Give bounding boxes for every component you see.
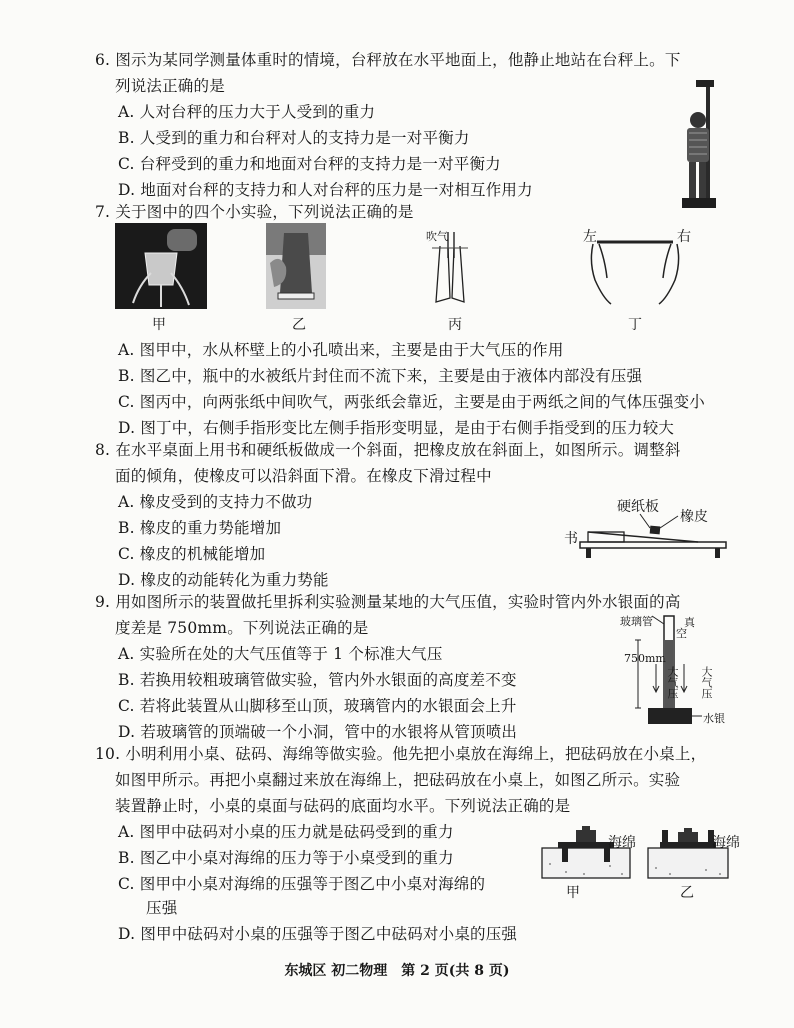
q10-option-c-cont: 压强 (146, 899, 178, 917)
q7-stem: 7. 关于图中的四个小实验，下列说法正确的是 (95, 203, 414, 221)
q6-option-c: C. 台秤受到的重力和地面对台秤的支持力是一对平衡力 (118, 155, 501, 173)
q10-stem-line3: 装置静止时，小桌的桌面与砝码的底面均水平。下列说法正确的是 (115, 797, 571, 815)
fig-caption-yi: 乙 (292, 317, 306, 333)
q6-option-a: A. 人对台秤的压力大于人受到的重力 (118, 103, 376, 121)
q9-option-d: D. 若玻璃管的顶端破一个小洞，管中的水银将从管顶喷出 (118, 723, 518, 741)
q9-option-b: B. 若换用较粗玻璃管做实验，管内外水银面的高度差不变 (118, 671, 517, 689)
blow-label: 吹气 (426, 230, 448, 243)
q9-option-c: C. 若将此装置从山脚移至山顶，玻璃管内的水银面会上升 (118, 697, 517, 715)
q10-option-c: C. 图甲中小桌对海绵的压强等于图乙中小桌对海绵的 (118, 875, 486, 893)
q6-option-b: B. 人受到的重力和台秤对人的支持力是一对平衡力 (118, 129, 470, 147)
q10-stem-line2: 如图甲所示。再把小桌翻过来放在海绵上，把砝码放在小桌上，如图乙所示。实验 (115, 771, 681, 789)
q9-option-a: A. 实验所在处的大气压值等于 1 个标准大气压 (118, 645, 443, 663)
label-sponge-b: 海绵 (712, 835, 740, 851)
label-atm-inner: 大气压 (666, 666, 679, 699)
label-book: 书 (564, 531, 578, 547)
q10-option-a: A. 图甲中砝码对小桌的压力就是砝码受到的重力 (118, 823, 454, 841)
q7-option-a: A. 图甲中，水从杯壁上的小孔喷出来，主要是由于大气压的作用 (118, 341, 564, 359)
q8-option-c: C. 橡皮的机械能增加 (118, 545, 266, 563)
q8-option-a: A. 橡皮受到的支持力不做功 (118, 493, 313, 511)
label-cardboard: 硬纸板 (617, 499, 659, 515)
left-label: 左 (583, 229, 597, 245)
label-vacuum-1: 真 (684, 616, 695, 629)
label-mercury: 水银 (703, 712, 725, 725)
right-label: 右 (677, 229, 691, 245)
q10-stem-line1: 10. 小明利用小桌、砝码、海绵等做实验。他先把小桌放在海绵上，把砝码放在小桌上， (95, 745, 707, 763)
page-footer: 东城区 初二物理 第 2 页(共 8 页) (284, 963, 510, 979)
fig-caption-bing: 丙 (448, 317, 462, 333)
label-vacuum-2: 空 (676, 627, 687, 640)
fig-caption-jia: 甲 (152, 317, 166, 333)
cup-water-jets-photo (115, 223, 207, 309)
q9-stem-line1: 9. 用如图所示的装置做托里拆利实验测量某地的大气压值，实验时管内外水银面的高 (95, 593, 681, 611)
q6-option-d: D. 地面对台秤的支持力和人对台秤的压力是一对相互作用力 (118, 181, 533, 199)
q8-option-b: B. 橡皮的重力势能增加 (118, 519, 282, 537)
bottle-paper-photo (266, 223, 326, 309)
fig-caption-ding: 丁 (628, 317, 642, 333)
q9-stem-line2: 度差是 750mm。下列说法正确的是 (115, 619, 369, 637)
weighing-person-figure (676, 78, 728, 216)
q7-option-c: C. 图丙中，向两张纸中间吹气，两张纸会靠近，主要是由于两纸之间的气体压强变小 (118, 393, 705, 411)
q8-option-d: D. 橡皮的动能转化为重力势能 (118, 571, 329, 589)
pencil-fingers-figure (585, 238, 685, 308)
label-750mm: 750mm (624, 652, 666, 665)
q7-option-b: B. 图乙中，瓶中的水被纸片封住而不流下来，主要是由于液体内部没有压强 (118, 367, 643, 385)
label-eraser: 橡皮 (680, 509, 708, 525)
q6-stem-line1: 6. 图示为某同学测量体重时的情境，台秤放在水平地面上，他静止地站在台秤上。下 (95, 51, 681, 69)
q10-option-d: D. 图甲中砝码对小桌的压强等于图乙中砝码对小桌的压强 (118, 925, 518, 943)
q6-stem-line2: 列说法正确的是 (115, 77, 225, 95)
q8-stem-line2: 面的倾角，使橡皮可以沿斜面下滑。在橡皮下滑过程中 (115, 467, 492, 485)
caption-table-a: 甲 (566, 885, 580, 901)
caption-table-b: 乙 (680, 885, 694, 901)
label-glass-tube: 玻璃管 (620, 615, 653, 628)
label-sponge-a: 海绵 (608, 835, 636, 851)
q10-option-b: B. 图乙中小桌对海绵的压力等于小桌受到的重力 (118, 849, 454, 867)
q8-stem-line1: 8. 在水平桌面上用书和硬纸板做成一个斜面，把橡皮放在斜面上，如图所示。调整斜 (95, 441, 681, 459)
label-atm-outer: 大气压 (700, 666, 713, 699)
q7-option-d: D. 图丁中，右侧手指形变比左侧手指形变明显，是由于右侧手指受到的压力较大 (118, 419, 675, 437)
